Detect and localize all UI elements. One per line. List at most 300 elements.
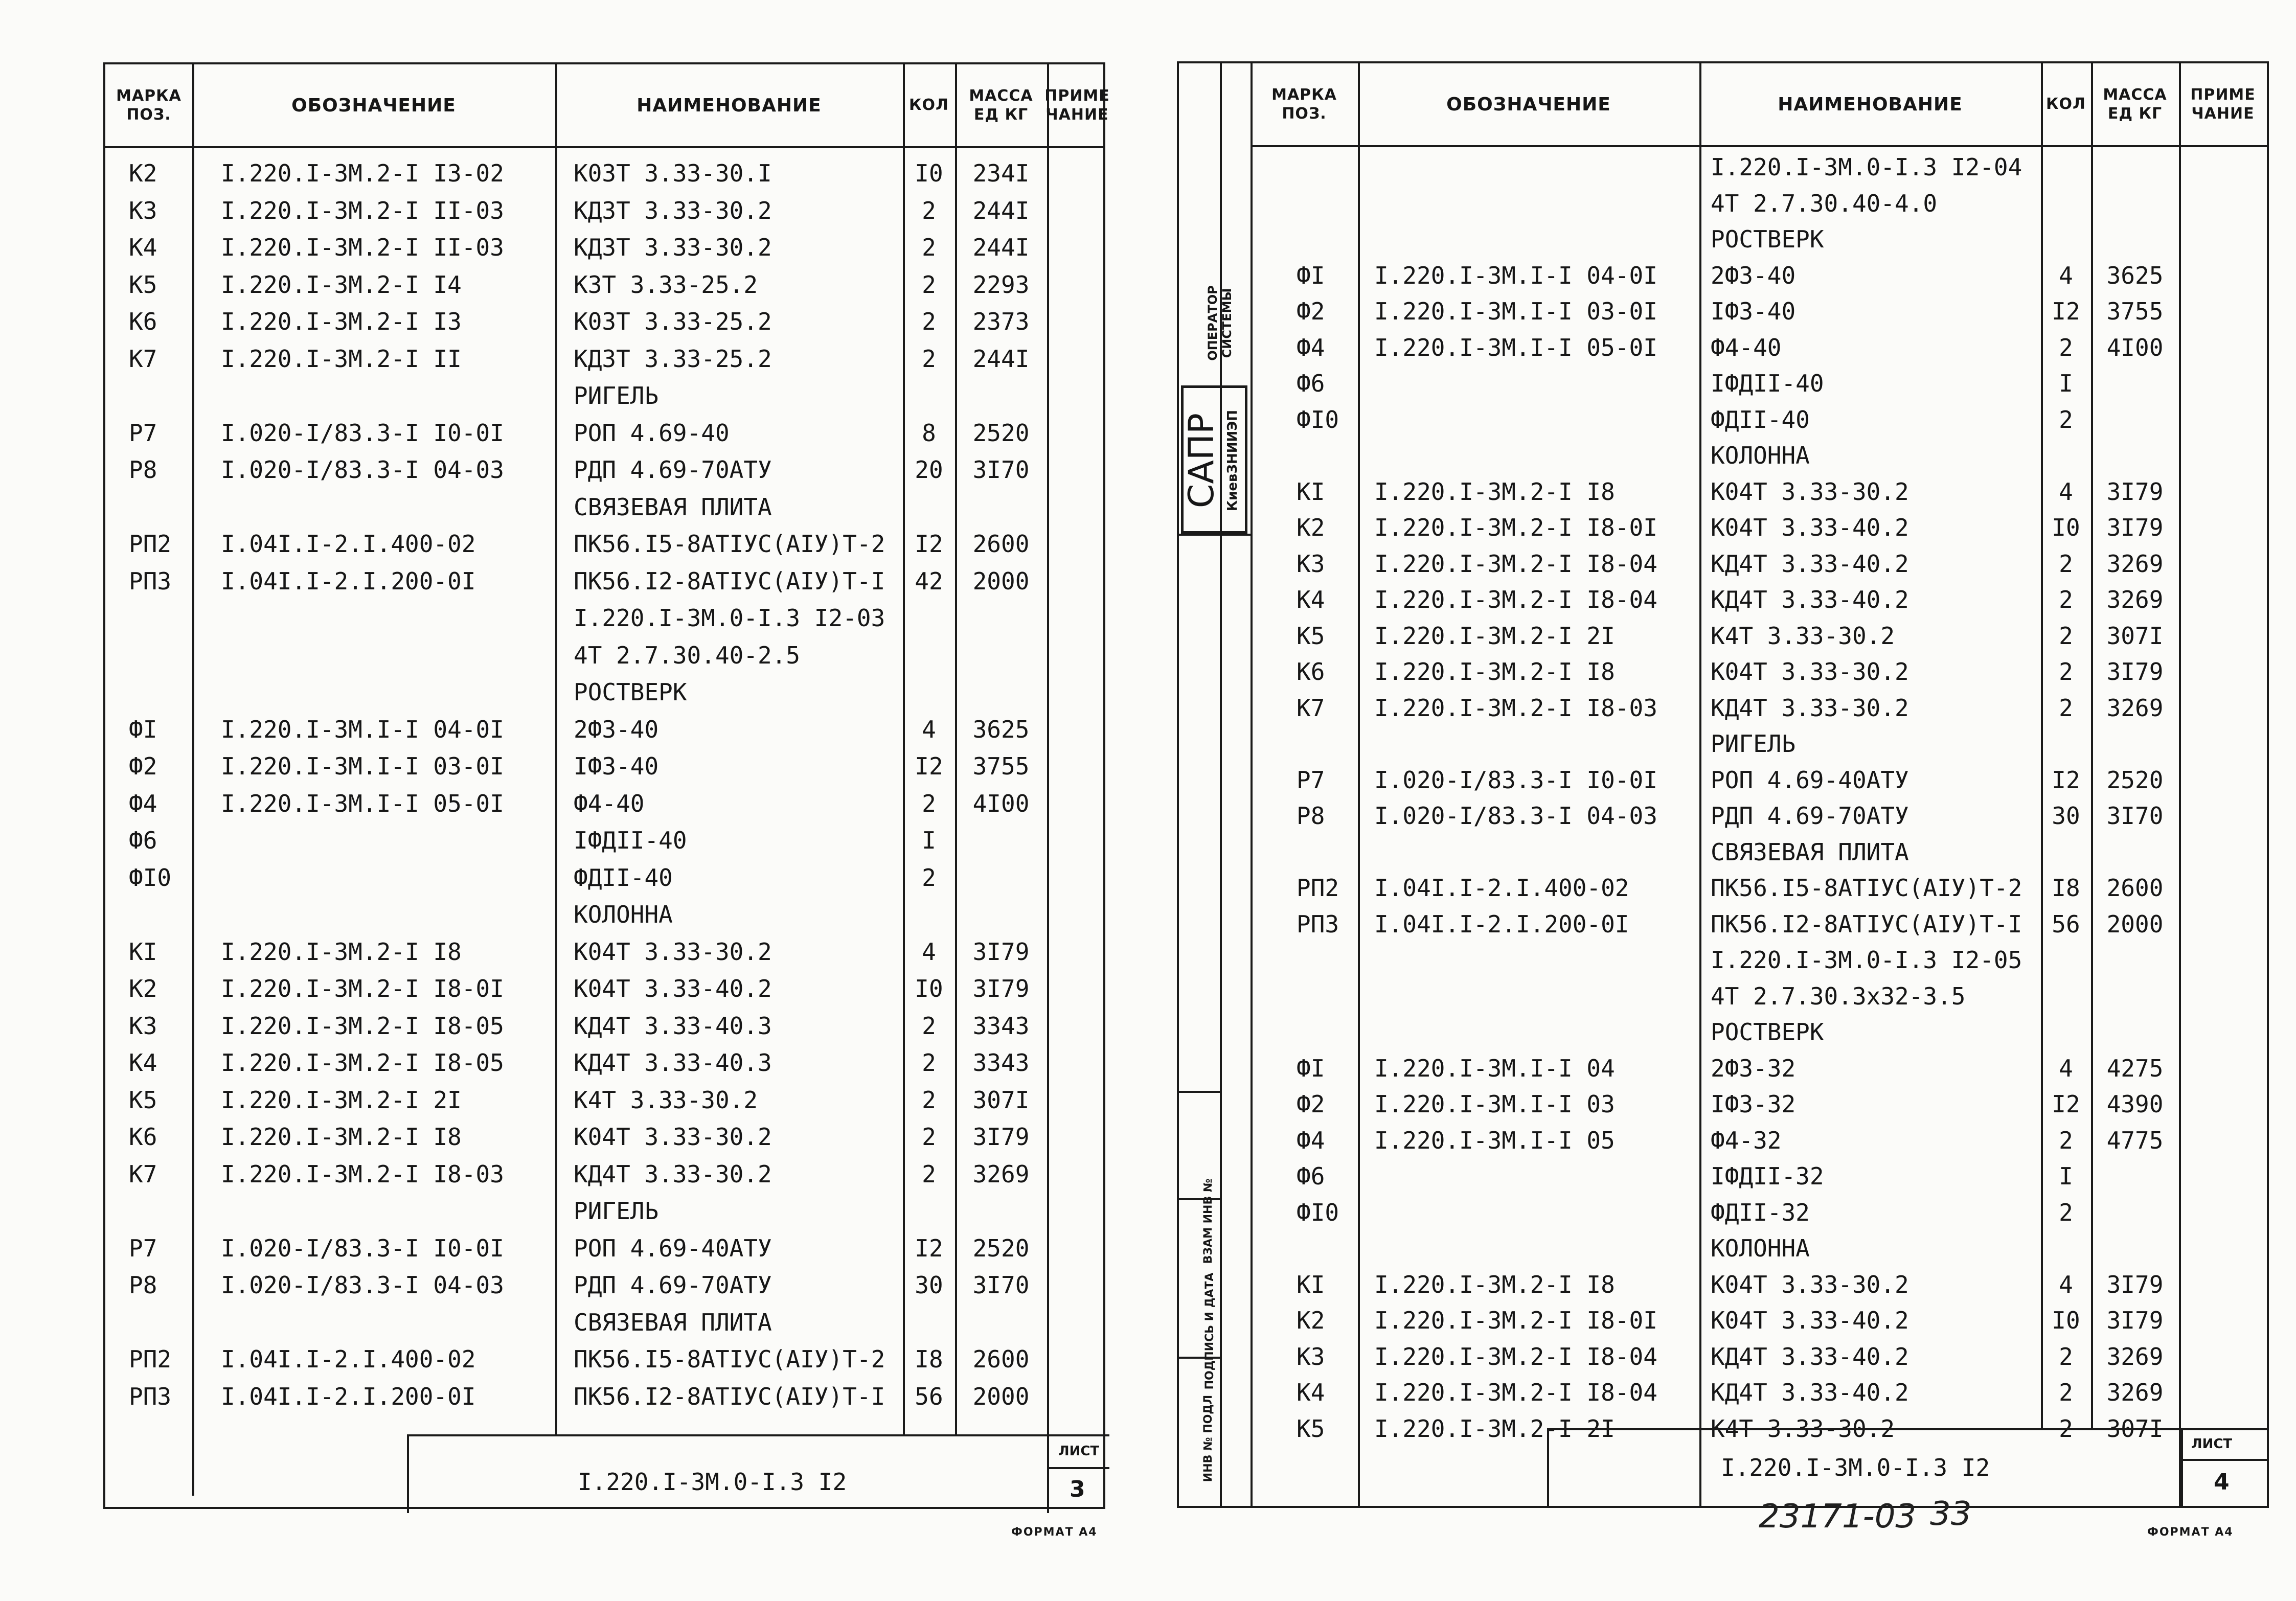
- cell-name: КД4Т 3.33-40.3: [574, 1012, 772, 1040]
- cell-mark: [1297, 943, 1357, 977]
- cell-mass: [2091, 1015, 2179, 1049]
- format-label: ФОРМАТ А4: [1011, 1526, 1098, 1539]
- cell-name: К04Т 3.33-40.2: [1711, 1307, 1909, 1334]
- cell-designation: I.220.I-3М.2-I 2I: [1374, 1414, 1615, 1443]
- header-designation: ОБОЗНАЧЕНИЕ: [1446, 94, 1611, 115]
- cell-mark: [1297, 979, 1357, 1013]
- cell-designation: [221, 1306, 553, 1339]
- cell-designation: [1374, 439, 1699, 472]
- cell-designation: I.220.I-3М.2-I I8-05: [221, 1012, 504, 1040]
- cell-qty: 2: [922, 1049, 936, 1077]
- cell-designation: I.220.I-3М.I-I 05-0I: [221, 789, 504, 817]
- cell-mark: [129, 379, 190, 413]
- cell-designation: [1374, 979, 1699, 1013]
- cell-mark: Ф4: [1297, 333, 1325, 361]
- cell-name: РОСТВЕРК: [1711, 1018, 1824, 1046]
- table-row: [1179, 547, 2267, 581]
- cell-qty: [2041, 979, 2091, 1013]
- table-row: [1179, 1376, 2267, 1409]
- cell-mark: РП3: [129, 567, 172, 595]
- cell-qty: 2: [922, 345, 936, 373]
- cell-designation: I.220.I-3М.I-I 04-0I: [221, 715, 504, 743]
- cell-qty: I2: [915, 530, 943, 558]
- table-row: [105, 787, 1103, 820]
- table-row: [1179, 1159, 2267, 1193]
- cell-mark: Р8: [1297, 802, 1325, 830]
- cell-name: РДП 4.69-70АТУ: [574, 456, 772, 484]
- table-row: [105, 231, 1103, 264]
- cell-name: IФ3-32: [1711, 1090, 1796, 1118]
- cell-mass: 2520: [2106, 766, 2164, 794]
- side-label-replace: ВЗАМ ИНВ №: [1202, 1178, 1215, 1264]
- table-row: [1179, 979, 2267, 1013]
- cell-qty: [903, 1306, 955, 1339]
- cell-mark: К3: [129, 1012, 157, 1040]
- cell-name: 4Т 2.7.30.40-4.0: [1711, 189, 1938, 217]
- cell-qty: 2: [922, 1123, 936, 1151]
- cell-qty: 2: [2059, 1379, 2073, 1406]
- cell-mark: Ф4: [1297, 1126, 1325, 1154]
- cell-mass: 4I00: [972, 789, 1030, 817]
- document-code: I.220.I-3М.0-I.3 I2: [578, 1468, 847, 1496]
- cell-mark: К6: [129, 308, 157, 335]
- cell-designation: [221, 824, 553, 857]
- cell-name: КД4Т 3.33-40.2: [1711, 1342, 1909, 1370]
- table-row: [105, 1046, 1103, 1080]
- cell-mark: К3: [129, 196, 157, 224]
- cell-designation: [221, 638, 553, 672]
- cell-qty: 20: [915, 456, 943, 484]
- cell-qty: 2: [2059, 550, 2073, 578]
- table-row: [105, 156, 1103, 190]
- cell-name: КД4Т 3.33-40.2: [1711, 550, 1909, 578]
- cell-name: IФ3-40: [1711, 298, 1796, 325]
- cell-qty: I0: [2052, 1307, 2080, 1334]
- cell-designation: I.220.I-3М.2-I I3: [221, 308, 462, 335]
- table-row: [1179, 150, 2267, 184]
- cell-mark: ФI0: [129, 863, 172, 891]
- header-mark: МАРКА ПОЗ.: [1271, 85, 1337, 123]
- cell-designation: [1374, 835, 1699, 869]
- cell-mark: РП2: [129, 1345, 172, 1373]
- cell-qty: 2: [922, 1160, 936, 1188]
- cell-designation: I.020-I/83.3-I 04-03: [221, 1271, 504, 1299]
- cell-mark: К2: [129, 975, 157, 1002]
- cell-designation: [1374, 1159, 1699, 1193]
- table-row: [1179, 331, 2267, 364]
- table-row: [1179, 619, 2267, 653]
- cell-designation: [221, 861, 553, 895]
- cell-mass: 3269: [2106, 1379, 2164, 1406]
- cell-qty: 30: [915, 1271, 943, 1299]
- cell-qty: 4: [2059, 477, 2073, 506]
- header-qty: КОЛ: [909, 96, 949, 115]
- cell-name: IФДII-40: [1711, 370, 1824, 397]
- cell-designation: I.220.I-3М.2-I I8: [1374, 477, 1615, 506]
- table-row: [105, 1157, 1103, 1191]
- cell-designation: I.220.I-3М.2-I II-03: [221, 234, 504, 261]
- table-row: [1179, 1303, 2267, 1337]
- cell-qty: I8: [2052, 874, 2080, 902]
- cell-qty: [2041, 1231, 2091, 1265]
- cell-mass: 3I70: [972, 1271, 1030, 1299]
- cell-mass: [955, 638, 1047, 672]
- cell-mark: [1297, 1231, 1357, 1265]
- cell-designation: I.220.I-3М.2-I I8: [1374, 658, 1615, 685]
- cell-mark: К4: [129, 234, 157, 261]
- cell-mark: РП2: [129, 530, 172, 558]
- cell-mass: 3I79: [972, 975, 1030, 1002]
- cell-designation: I.220.I-3М.I-I 05-0I: [1374, 333, 1657, 361]
- cell-designation: I.220.I-3М.2-I I8-0I: [1374, 514, 1657, 541]
- table-row: [1179, 835, 2267, 869]
- cell-mass: 3I79: [2106, 1307, 2164, 1334]
- cell-name: СВЯЗЕВАЯ ПЛИТА: [574, 1308, 772, 1336]
- cell-name: РОСТВЕРК: [1711, 225, 1824, 253]
- cell-qty: [2041, 187, 2091, 220]
- title-block: [407, 1434, 1109, 1513]
- cell-mass: [955, 1194, 1047, 1228]
- cell-mark: Ф2: [1297, 1090, 1325, 1118]
- table-row: [105, 490, 1103, 524]
- cell-name: Ф4-40: [574, 789, 645, 817]
- operator-label: ОПЕРАТОР СИСТЕМЫ: [1206, 285, 1234, 361]
- cell-name: 2Ф3-32: [1711, 1054, 1796, 1082]
- cell-mark: К4: [1297, 1379, 1325, 1406]
- sheet-number-divider: [1047, 1436, 1049, 1513]
- cell-name: СВЯЗЕВАЯ ПЛИТА: [1711, 838, 1909, 866]
- table-row: [1179, 1087, 2267, 1121]
- cell-mark: К7: [1297, 694, 1325, 722]
- cell-qty: 2: [922, 308, 936, 335]
- cell-mass: [955, 490, 1047, 524]
- cell-mark: ФI: [129, 715, 157, 743]
- cell-mark: К5: [1297, 622, 1325, 650]
- cell-name: ФДII-40: [1711, 405, 1810, 433]
- cell-name: К04Т 3.33-30.2: [1711, 658, 1909, 685]
- cell-mark: [1297, 1015, 1357, 1049]
- cell-mark: ФI0: [1297, 1198, 1339, 1226]
- cell-qty: 2: [2059, 694, 2073, 722]
- sheet-number-divider: [2181, 1430, 2183, 1508]
- cell-qty: 2: [922, 863, 936, 891]
- cell-name: КД3Т 3.33-30.2: [574, 196, 772, 224]
- cell-mark: [129, 1306, 190, 1339]
- cell-mark: К4: [129, 1049, 157, 1077]
- table-row: [105, 194, 1103, 227]
- cell-qty: [903, 490, 955, 524]
- cell-qty: [903, 1194, 955, 1228]
- cell-name: КД3Т 3.33-25.2: [574, 345, 772, 373]
- cell-mass: 3I79: [2106, 658, 2164, 685]
- cell-mass: 307I: [972, 1086, 1030, 1114]
- cell-designation: [221, 898, 553, 931]
- table-row: [105, 1231, 1103, 1265]
- cell-mark: [129, 490, 190, 524]
- cell-mass: [2091, 1159, 2179, 1193]
- table-row: [1179, 403, 2267, 437]
- cell-mark: Р8: [129, 1271, 157, 1299]
- table-row: [1179, 1196, 2267, 1229]
- cell-mark: Ф6: [129, 827, 157, 854]
- cell-name: К04Т 3.33-40.2: [1711, 514, 1909, 541]
- cell-designation: I.220.I-3М.2-I I8-0I: [1374, 1307, 1657, 1334]
- cell-mark: [1297, 222, 1357, 256]
- cell-name: ПК56.I2-8АТIУС(АIУ)Т-I: [574, 567, 885, 595]
- header-note: ПРИМЕ ЧАНИЕ: [1044, 86, 1110, 124]
- cell-designation: I.220.I-3М.2-I I3-02: [221, 159, 504, 187]
- cell-qty: 4: [2059, 261, 2073, 289]
- sheet-number: 3: [1070, 1476, 1085, 1502]
- cell-name: 4Т 2.7.30.40-2.5: [574, 641, 801, 669]
- cell-mark: К7: [129, 345, 157, 373]
- cell-qty: [2041, 835, 2091, 869]
- cell-qty: [2041, 727, 2091, 761]
- cell-mark: [129, 601, 190, 635]
- cell-mark: К5: [129, 1086, 157, 1114]
- cell-name: КД4Т 3.33-30.2: [1711, 694, 1909, 722]
- cell-name: РИГЕЛЬ: [574, 382, 659, 409]
- cell-mass: [2091, 1196, 2179, 1229]
- cell-qty: I2: [2052, 298, 2080, 325]
- cell-name: I.220.I-3М.0-I.3 I2-05: [1711, 946, 2022, 974]
- cell-mass: 3269: [972, 1160, 1030, 1188]
- cell-name: К4Т 3.33-30.2: [1711, 622, 1895, 650]
- cell-name: КД4Т 3.33-40.2: [1711, 586, 1909, 613]
- cell-name: ПК56.I5-8АТIУС(АIУ)Т-2: [574, 530, 885, 558]
- table-row: [1179, 187, 2267, 220]
- cell-qty: [2041, 150, 2091, 184]
- table-row: [1179, 294, 2267, 328]
- cell-designation: I.220.I-3М.I-I 03-0I: [1374, 298, 1657, 325]
- cell-mass: 2600: [2106, 874, 2164, 902]
- cell-qty: [903, 601, 955, 635]
- cell-name: РОП 4.69-40: [574, 419, 730, 447]
- cell-qty: I2: [2052, 766, 2080, 794]
- table-row: [1179, 1340, 2267, 1374]
- header-mass: МАССА ЕД КГ: [2103, 85, 2167, 123]
- cell-name: РОП 4.69-40АТУ: [574, 1234, 772, 1262]
- header-designation: ОБОЗНАЧЕНИЕ: [291, 95, 456, 116]
- cell-mass: 4I00: [2106, 333, 2164, 361]
- cell-qty: 2: [2059, 333, 2073, 361]
- table-row: [1179, 1231, 2267, 1265]
- cell-mass: 3I70: [972, 456, 1030, 484]
- cell-mark: Р7: [129, 1234, 157, 1262]
- cell-mark: ФI: [1297, 1054, 1325, 1082]
- table-row: [105, 1380, 1103, 1413]
- cell-name: ПК56.I2-8АТIУС(АIУ)Т-I: [574, 1382, 885, 1410]
- cell-qty: I8: [915, 1345, 943, 1373]
- document-code: I.220.I-3М.0-I.3 I2: [1721, 1454, 1990, 1481]
- cell-name: ПК56.I5-8АТIУС(АIУ)Т-2: [574, 1345, 885, 1373]
- cell-name: 2Ф3-40: [574, 715, 659, 743]
- cell-name: IФДII-32: [1711, 1162, 1824, 1190]
- table-row: [105, 898, 1103, 931]
- table-row: [105, 861, 1103, 895]
- cell-designation: I.020-I/83.3-I I0-0I: [1374, 766, 1657, 794]
- table-row: [1179, 1124, 2267, 1157]
- cell-qty: 2: [2059, 622, 2073, 650]
- table-row: [1179, 799, 2267, 833]
- cell-designation: I.220.I-3М.2-I I8-04: [1374, 1342, 1657, 1370]
- cell-mark: Ф6: [1297, 1162, 1325, 1190]
- cell-designation: [221, 601, 553, 635]
- cell-mark: РП2: [1297, 874, 1339, 902]
- cell-mark: КI: [1297, 1270, 1325, 1298]
- cell-designation: I.220.I-3М.2-I I8: [221, 937, 462, 966]
- cell-name: РИГЕЛЬ: [574, 1197, 659, 1225]
- cell-designation: I.220.I-3М.2-I I8-04: [1374, 1379, 1657, 1406]
- cell-mass: [2091, 439, 2179, 472]
- cell-name: IФ3-40: [574, 752, 659, 780]
- right-sheet: [1177, 61, 2269, 1508]
- cell-mass: 3269: [2106, 586, 2164, 613]
- table-row: [105, 342, 1103, 376]
- cell-designation: I.220.I-3М.2-I I8-0I: [221, 975, 504, 1002]
- cell-name: КОЛОННА: [574, 901, 673, 928]
- table-row: [105, 675, 1103, 709]
- cell-mass: 4275: [2106, 1054, 2164, 1082]
- table-row: [105, 1342, 1103, 1376]
- format-label: ФОРМАТ А4: [2147, 1526, 2234, 1539]
- table-row: [1179, 259, 2267, 292]
- cell-mark: Ф4: [129, 789, 157, 817]
- cell-designation: I.220.I-3М.2-I I8-03: [1374, 694, 1657, 722]
- cell-designation: [1374, 187, 1699, 220]
- cell-mass: [955, 1306, 1047, 1339]
- table-row: [105, 713, 1103, 746]
- table-row: [105, 453, 1103, 487]
- cell-mass: 2293: [972, 270, 1030, 299]
- cell-designation: I.220.I-3М.I-I 03: [1374, 1090, 1615, 1118]
- table-row: [105, 749, 1103, 783]
- table-row: [105, 1194, 1103, 1228]
- cell-mark: [1297, 439, 1357, 472]
- cell-mark: КI: [129, 937, 157, 966]
- cell-qty: 4: [922, 715, 936, 743]
- cell-name: РОСТВЕРК: [574, 678, 687, 706]
- cell-designation: I.220.I-3М.2-I II: [221, 345, 462, 373]
- table-row: [105, 305, 1103, 338]
- cell-name: ФДII-32: [1711, 1198, 1810, 1226]
- cell-name: К04Т 3.33-30.2: [574, 937, 772, 966]
- cell-designation: [1374, 150, 1699, 184]
- side-label-inventory: ИНВ № ПОДЛ: [1202, 1394, 1215, 1482]
- table-row: [105, 416, 1103, 450]
- table-row: [1179, 655, 2267, 689]
- header-mass: МАССА ЕД КГ: [969, 86, 1033, 124]
- cell-mark: РП3: [129, 1382, 172, 1410]
- table-row: [105, 268, 1103, 302]
- title-block: [1547, 1428, 2269, 1508]
- cell-designation: [1374, 1231, 1699, 1265]
- cell-name: К3Т 3.33-25.2: [574, 270, 758, 299]
- cell-name: КОЛОННА: [1711, 442, 1810, 469]
- cell-name: К04Т 3.33-30.2: [574, 1123, 772, 1151]
- table-row: [1179, 222, 2267, 256]
- cell-qty: [903, 638, 955, 672]
- left-sheet: [103, 62, 1110, 1509]
- cell-designation: [221, 490, 553, 524]
- cell-name: К04Т 3.33-30.2: [1711, 1270, 1909, 1298]
- cell-designation: I.220.I-3М.2-I I8-04: [1374, 550, 1657, 578]
- cell-qty: 2: [922, 234, 936, 261]
- cell-mark: [129, 1194, 190, 1228]
- cell-designation: I.04I.I-2.I.200-0I: [221, 1382, 476, 1410]
- cell-mark: К6: [1297, 658, 1325, 685]
- table-row: [105, 824, 1103, 857]
- table-row: [105, 379, 1103, 413]
- cell-mass: 307I: [2106, 622, 2164, 650]
- cell-name: ПК56.I2-8АТIУС(АIУ)Т-I: [1711, 910, 2022, 938]
- cell-qty: 2: [2059, 1342, 2073, 1370]
- cell-mark: [1297, 187, 1357, 220]
- cell-designation: I.220.I-3М.I-I 04: [1374, 1054, 1615, 1082]
- cell-name: К03Т 3.33-30.I: [574, 159, 772, 187]
- table-row: [105, 601, 1103, 635]
- header-divider: [105, 146, 1103, 148]
- sheet-number: 4: [2214, 1469, 2230, 1495]
- cell-mass: 2373: [972, 308, 1030, 335]
- cell-name: КД3Т 3.33-30.2: [574, 234, 772, 261]
- cell-mark: К5: [129, 270, 157, 299]
- cell-mass: 3I79: [972, 1123, 1030, 1151]
- cell-mass: [955, 898, 1047, 931]
- cell-mark: [1297, 150, 1357, 184]
- cell-mark: [1297, 835, 1357, 869]
- cell-designation: [1374, 943, 1699, 977]
- cell-name: КД4Т 3.33-30.2: [574, 1160, 772, 1188]
- cell-qty: [2041, 222, 2091, 256]
- table-row: [105, 1268, 1103, 1302]
- table-row: [1179, 907, 2267, 941]
- cell-name: I.220.I-3М.0-I.3 I2-04: [1711, 153, 2022, 181]
- cell-name: ПК56.I5-8АТIУС(АIУ)Т-2: [1711, 874, 2022, 902]
- table-row: [1179, 439, 2267, 472]
- cell-mass: 3269: [2106, 550, 2164, 578]
- cell-mass: [2091, 403, 2179, 437]
- header-mark: МАРКА ПОЗ.: [116, 86, 181, 124]
- cell-mass: 244I: [972, 234, 1030, 261]
- cell-designation: [1374, 367, 1699, 400]
- cell-mass: 3755: [972, 752, 1030, 780]
- handwritten-page: 33: [1930, 1495, 1972, 1533]
- cell-qty: 56: [2052, 910, 2080, 938]
- cell-qty: 2: [2059, 1198, 2073, 1226]
- sheet-label: ЛИСТ: [2191, 1436, 2233, 1452]
- cell-mass: 3I79: [2106, 477, 2164, 506]
- cell-qty: 2: [2059, 586, 2073, 613]
- cell-name: Ф4-32: [1711, 1126, 1782, 1154]
- cell-mass: 244I: [972, 345, 1030, 373]
- cell-mass: [2091, 727, 2179, 761]
- cell-qty: 4: [2059, 1054, 2073, 1082]
- cell-mark: [129, 898, 190, 931]
- sheet-label: ЛИСТ: [1058, 1444, 1100, 1459]
- table-row: [105, 638, 1103, 672]
- table-row: [1179, 583, 2267, 616]
- cell-mass: [2091, 187, 2179, 220]
- cell-designation: [221, 1194, 553, 1228]
- cell-designation: I.020-I/83.3-I I0-0I: [221, 419, 504, 447]
- cell-qty: I: [922, 827, 936, 854]
- table-row: [1179, 511, 2267, 544]
- cell-mark: Ф2: [129, 752, 157, 780]
- cell-mass: 3343: [972, 1012, 1030, 1040]
- cell-designation: [1374, 403, 1699, 437]
- cell-mass: 3755: [2106, 298, 2164, 325]
